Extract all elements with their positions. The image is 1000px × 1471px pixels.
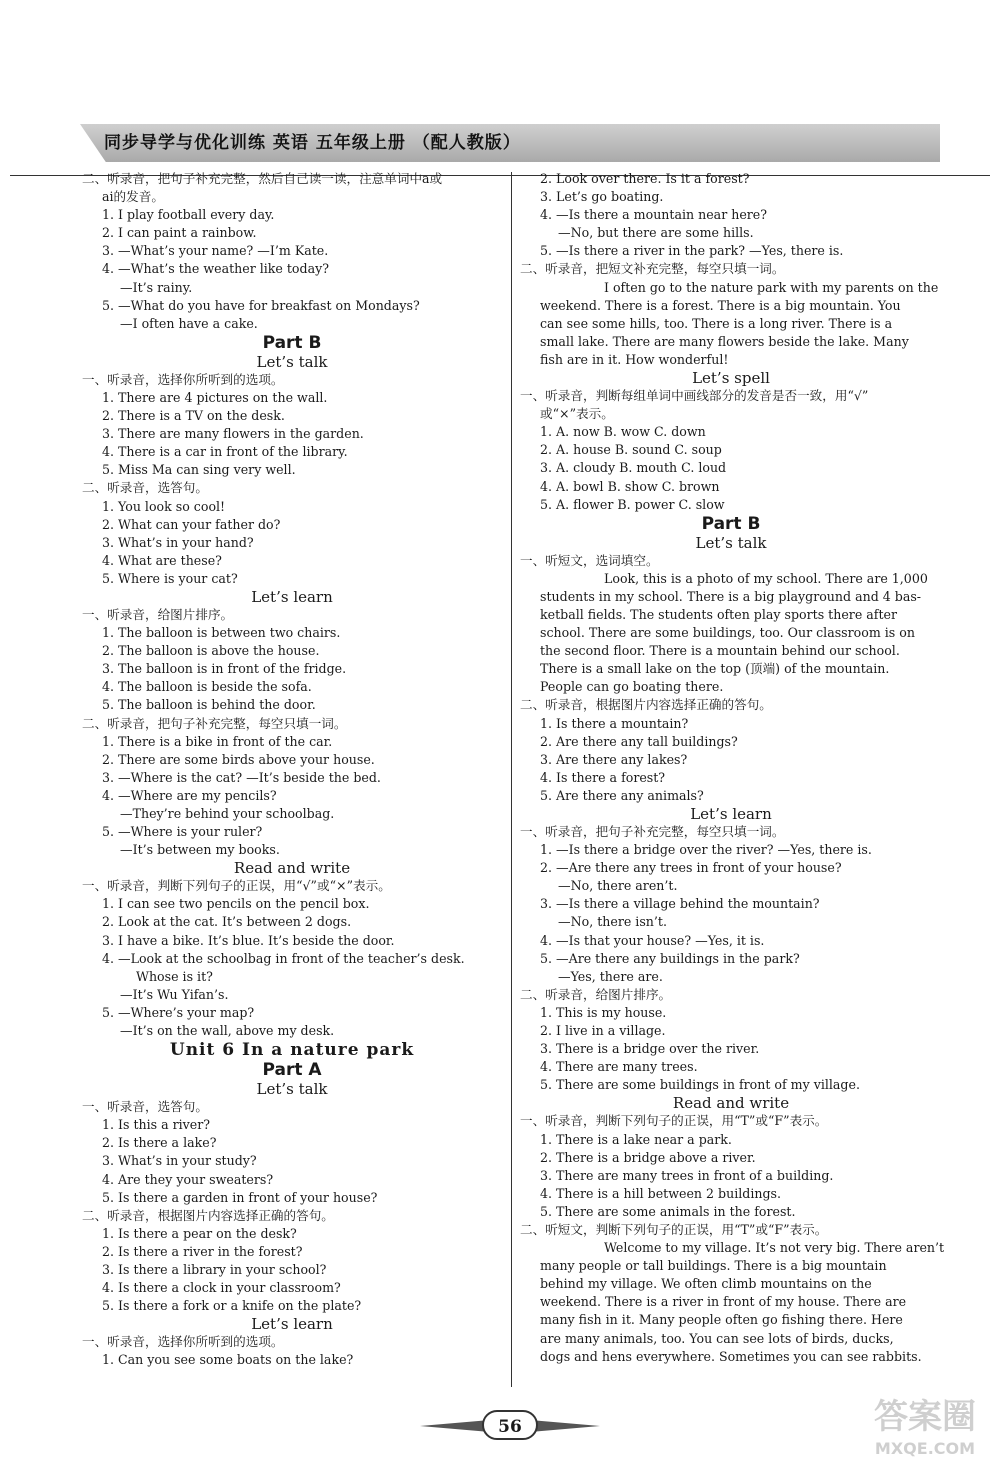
page-header-title: 同步导学与优化训练 英语 五年级上册 （配人教版） [104, 133, 521, 153]
paragraph-line: are many animals, too. You can see lots of birds, ducks, [540, 1330, 894, 1346]
watermark-logo [860, 1395, 990, 1471]
item-line: 1. Can you see some boats on the lake? [102, 1352, 354, 1368]
item-line: 3. A. cloudy B. mouth C. loud [540, 460, 727, 476]
item-line: 5. Miss Ma can sing very well. [102, 462, 296, 478]
paragraph-line: small lake. There are many flowers beside the lake. Many [540, 333, 909, 349]
section-heading: Read and write [672, 1094, 790, 1113]
item-line: 2. There are some birds above your house. [102, 751, 375, 767]
item-line: 4. —Where are my pencils? [102, 787, 277, 803]
item-line: 1. I can see two pencils on the pencil box. [102, 896, 370, 912]
unit-heading: Unit 6 In a nature park [169, 1040, 415, 1061]
paragraph-line: students in my school. There is a big playground and 4 bas- [540, 588, 922, 604]
paragraph-line: many people or tall buildings. There is a big mountain [540, 1258, 887, 1274]
response-line: —It’s between my books. [120, 842, 280, 858]
section-heading: Let’s learn [690, 805, 772, 823]
item-line: 5. A. flower B. power C. slow [540, 496, 725, 512]
item-line: 5. —Is there a river in the park? —Yes, there is. [540, 243, 844, 259]
item-line: 4. —What’s the weather like today? [102, 261, 329, 277]
question-heading: 一、听录音，选择你所听到的选项。 [82, 1334, 284, 1350]
section-heading: Let’s learn [251, 587, 333, 606]
response-line: —They’re behind your schoolbag. [120, 806, 335, 821]
item-line: 3. Are there any lakes? [540, 751, 688, 767]
item-line: 1. You look so cool! [102, 498, 226, 514]
section-heading: Read and write [233, 859, 351, 878]
page-number-ornament [420, 1410, 600, 1442]
item-line: 3. —What’s your name? —I’m Kate. [102, 243, 329, 259]
right-column [520, 170, 945, 1366]
question-heading: 二、听录音，选答句。 [82, 480, 208, 496]
paragraph-line: fish are in it. How wonderful! [540, 351, 729, 367]
column-divider [511, 172, 512, 1387]
item-line: 1. Is there a mountain? [540, 715, 689, 731]
item-line: 3. Let’s go boating. [540, 189, 664, 205]
paragraph-line: ketball fields. The students often play sports there after [540, 606, 897, 622]
watermark-site-text: MXQE.COM [874, 1439, 976, 1458]
question-heading: 一、听录音，判断每组单词中画线部分的发音是否一致，用“√” [520, 388, 869, 404]
item-line: 2. There is a bridge above a river. [540, 1149, 756, 1165]
item-line: 4. Are they your sweaters? [102, 1171, 274, 1187]
item-line: 2. —Are there any trees in front of your house? [540, 860, 842, 876]
question-heading: 二、听录音，给图片排序。 [520, 986, 672, 1002]
item-line: 5. —What do you have for breakfast on Mondays? [102, 297, 420, 313]
item-line: 2. I can paint a rainbow. [102, 225, 257, 241]
response-line: —I often have a cake. [120, 315, 258, 331]
response-line: —No, there aren’t. [558, 878, 678, 894]
section-heading: Let’s spell [692, 369, 770, 388]
item-line: 4. There is a car in front of the library. [102, 444, 348, 460]
paragraph-line: There is a small lake on the top (顶端) of the mountain. [540, 661, 890, 677]
part-heading: Part B [262, 332, 322, 353]
watermark-main-text: 答案圈 [874, 1397, 976, 1437]
question-heading: 二、听录音，根据图片内容选择正确的答句。 [520, 697, 772, 713]
item-line: 3. Is there a library in your school? [102, 1261, 327, 1277]
item-line: 5. —Are there any buildings in the park? [540, 950, 800, 966]
section-heading: Let’s talk [695, 533, 767, 552]
response-line: —No, there isn’t. [558, 914, 667, 930]
item-line: 5. Is there a garden in front of your house? [102, 1189, 378, 1205]
item-line: 5. Are there any animals? [540, 787, 704, 803]
item-line: 4. Is there a clock in your classroom? [102, 1280, 341, 1296]
paragraph-line: I often go to the nature park with my parents on the [604, 279, 939, 295]
item-line: 3. —Is there a village behind the mountain? [540, 896, 820, 912]
left-column [82, 170, 502, 1369]
item-line: 5. —Where’s your map? [102, 1004, 255, 1020]
paragraph-line: Look, this is a photo of my school. There are 1,000 [604, 570, 928, 586]
paragraph-line: weekend. There is a river in front of my house. There are [540, 1294, 907, 1310]
item-line: ai的发音。 [102, 189, 164, 205]
section-heading: Let’s talk [256, 1080, 328, 1099]
item-line: 2. Are there any tall buildings? [540, 733, 738, 749]
question-heading: 二、听录音，根据图片内容选择正确的答句。 [82, 1207, 334, 1223]
section-heading: Let’s talk [256, 352, 328, 371]
paragraph-line: the second floor. There is a mountain behind our school. [540, 643, 900, 659]
item-line: 5. —Where is your ruler? [102, 824, 263, 840]
paragraph-line: many fish in it. Many people often go fishing there. Here [540, 1312, 903, 1328]
item-line: 3. —Where is the cat? —It’s beside the bed. [102, 769, 381, 785]
paragraph-line: behind my village. We often climb mountains on the [540, 1276, 872, 1292]
paragraph [520, 1239, 945, 1366]
section-heading: Let’s learn [251, 1315, 333, 1334]
item-line: 3. The balloon is in front of the fridge. [102, 661, 347, 677]
question-heading: 一、听录音，选择你所听到的选项。 [82, 371, 284, 387]
paragraph-line: can see some hills, too. There is a long river. There is a [540, 315, 893, 331]
part-heading: Part B [701, 513, 761, 534]
question-heading: 一、听短文，选词填空。 [520, 552, 659, 568]
item-line: 1. A. now B. wow C. down [540, 424, 706, 440]
paragraph-line: People can go boating there. [540, 679, 724, 695]
item-line: 4. A. bowl B. show C. brown [540, 478, 720, 494]
question-heading: 一、听录音，判断下列句子的正误，用“√”或“×”表示。 [82, 878, 391, 894]
item-line: 1. —Is there a bridge over the river? —Yes, there is. [540, 842, 872, 858]
response-line: —It’s Wu Yifan’s. [120, 986, 229, 1002]
item-line: 3. I have a bike. It’s blue. It’s beside the door. [102, 932, 395, 948]
question-heading: 二、听短文，判断下列句子的正误，用“T”或“F”表示。 [520, 1221, 828, 1237]
item-line: 2. There is a TV on the desk. [102, 408, 285, 424]
item-line: 1. There are 4 pictures on the wall. [102, 389, 328, 405]
item-line: 3. There are many trees in front of a building. [540, 1167, 834, 1183]
item-line: 3. What’s in your study? [102, 1153, 257, 1169]
item-line: 2. The balloon is above the house. [102, 643, 320, 659]
item-line: 1. There is a bike in front of the car. [102, 733, 333, 749]
response-line: —Yes, there are. [558, 968, 663, 984]
item-line: 2. What can your father do? [102, 516, 281, 532]
question-heading: 一、听录音，给图片排序。 [82, 606, 234, 622]
item-line: 1. I play football every day. [102, 207, 275, 223]
item-line: 1. The balloon is between two chairs. [102, 625, 341, 641]
item-line: 4. —Is there a mountain near here? [540, 207, 768, 223]
response-line: —It’s on the wall, above my desk. [120, 1023, 335, 1039]
part-heading: Part A [262, 1060, 322, 1081]
ornament-left-wing [420, 1420, 490, 1432]
item-line: 4. —Is that your house? —Yes, it is. [540, 932, 765, 948]
item-line: 5. There are some buildings in front of my village. [540, 1077, 860, 1093]
item-line: 4. There are many trees. [540, 1059, 698, 1075]
item-line: 或“×”表示。 [540, 406, 614, 422]
question-heading: 二、听录音，把句子补充完整，每空只填一词。 [82, 715, 347, 731]
question-heading: 二、听录音，把句子补充完整，然后自己读一读，注意单词中a或 [82, 171, 443, 186]
item-line: 4. —Look at the schoolbag in front of the teacher’s desk. [102, 950, 465, 966]
item-line: 1. Is there a pear on the desk? [102, 1225, 297, 1241]
paragraph [520, 570, 942, 697]
item-line: 4. The balloon is beside the sofa. [102, 679, 312, 695]
response-line: —It’s rainy. [120, 279, 193, 295]
item-line: 3. There are many flowers in the garden. [102, 426, 364, 442]
question-heading: 二、听录音，把短文补充完整，每空只填一词。 [520, 261, 785, 277]
item-line: 4. What are these? [102, 552, 222, 568]
item-line: 5. Is there a fork or a knife on the plate? [102, 1298, 362, 1314]
item-line: 5. Where is your cat? [102, 570, 238, 586]
item-line: 5. There are some animals in the forest. [540, 1203, 796, 1219]
paragraph-line: dogs and hens everywhere. Sometimes you can see rabbits. [540, 1348, 922, 1364]
page-number: 56 [482, 1410, 538, 1440]
item-line: 4. Is there a forest? [540, 769, 666, 785]
item-line: 3. What’s in your hand? [102, 534, 254, 550]
item-line: 5. The balloon is behind the door. [102, 697, 316, 713]
ornament-right-wing [530, 1420, 600, 1432]
item-line: 2. A. house B. sound C. soup [540, 442, 722, 458]
continuation-line: Whose is it? [136, 968, 213, 984]
paragraph-line: Welcome to my village. It’s not very big. There aren’t [604, 1240, 945, 1256]
question-heading: 一、听录音，判断下列句子的正误，用“T”或“F”表示。 [520, 1113, 828, 1129]
item-line: 2. Look at the cat. It’s between 2 dogs. [102, 914, 352, 930]
question-heading: 一、听录音，把句子补充完整，每空只填一词。 [520, 824, 785, 839]
item-line: 1. Is this a river? [102, 1117, 211, 1133]
item-line: 1. This is my house. [540, 1004, 667, 1020]
item-line: 3. There is a bridge over the river. [540, 1041, 760, 1057]
paragraph [520, 279, 942, 369]
item-line: 2. I live in a village. [540, 1023, 666, 1039]
item-line: 1. There is a lake near a park. [540, 1131, 732, 1147]
item-line: 2. Is there a lake? [102, 1135, 217, 1151]
item-line: 2. Is there a river in the forest? [102, 1243, 303, 1259]
item-line: 2. Look over there. Is it a forest? [540, 171, 750, 186]
item-line: 4. There is a hill between 2 buildings. [540, 1185, 782, 1201]
paragraph-line: school. There are some buildings, too. Our classroom is on [540, 625, 915, 641]
response-line: —No, but there are some hills. [558, 225, 754, 241]
question-heading: 一、听录音，选答句。 [82, 1099, 208, 1115]
paragraph-line: weekend. There is a forest. There is a big mountain. You [540, 297, 901, 313]
